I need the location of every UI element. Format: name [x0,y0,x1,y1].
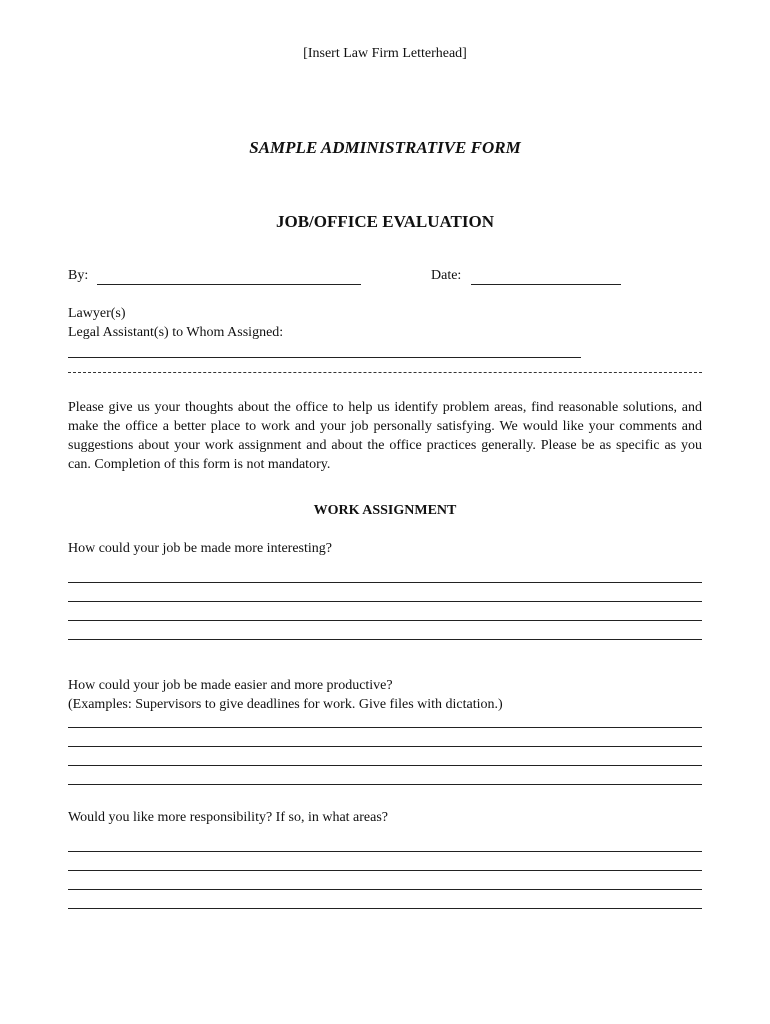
letterhead-placeholder: [Insert Law Firm Letterhead] [303,46,467,61]
dashed-divider [68,372,702,373]
answer-line[interactable] [68,765,702,766]
question-2: How could your job be made easier and more productive? [68,678,393,693]
answer-line[interactable] [68,620,702,621]
answer-line[interactable] [68,851,702,852]
section-heading-work-assignment: WORK ASSIGNMENT [313,503,457,518]
answer-line[interactable] [68,784,702,785]
answer-line[interactable] [68,889,702,890]
answer-line[interactable] [68,908,702,909]
legal-assistant-label: Legal Assistant(s) to Whom Assigned: [68,325,284,340]
question-1: How could your job be made more interesting? [68,541,332,556]
lawyer-label: Lawyer(s) [68,306,126,321]
answer-line[interactable] [68,870,702,871]
answer-line[interactable] [68,582,702,583]
answer-line[interactable] [68,601,702,602]
assignee-field[interactable] [68,357,581,358]
form-title: SAMPLE ADMINISTRATIVE FORM [249,138,521,157]
evaluation-title: JOB/OFFICE EVALUATION [275,212,495,231]
question-3: Would you like more responsibility? If so, in what areas? [68,810,389,825]
by-field[interactable] [97,284,361,285]
answer-line[interactable] [68,727,702,728]
question-2-examples: (Examples: Supervisors to give deadlines for work. Give files with dictation.) [68,697,503,712]
by-label: By: [68,268,89,283]
date-field[interactable] [471,284,621,285]
answer-line[interactable] [68,746,702,747]
intro-paragraph: Please give us your thoughts about the office to help us identify problem areas, find reasonable solutions, and make the office a better place to work and your job personally satisfying. We would like your comments and suggestions about your work assignment and about the office practices generally. Please be as specific as you can. Completion of this form is not mandatory. [68,400,702,472]
date-label: Date: [431,268,462,283]
answer-line[interactable] [68,639,702,640]
